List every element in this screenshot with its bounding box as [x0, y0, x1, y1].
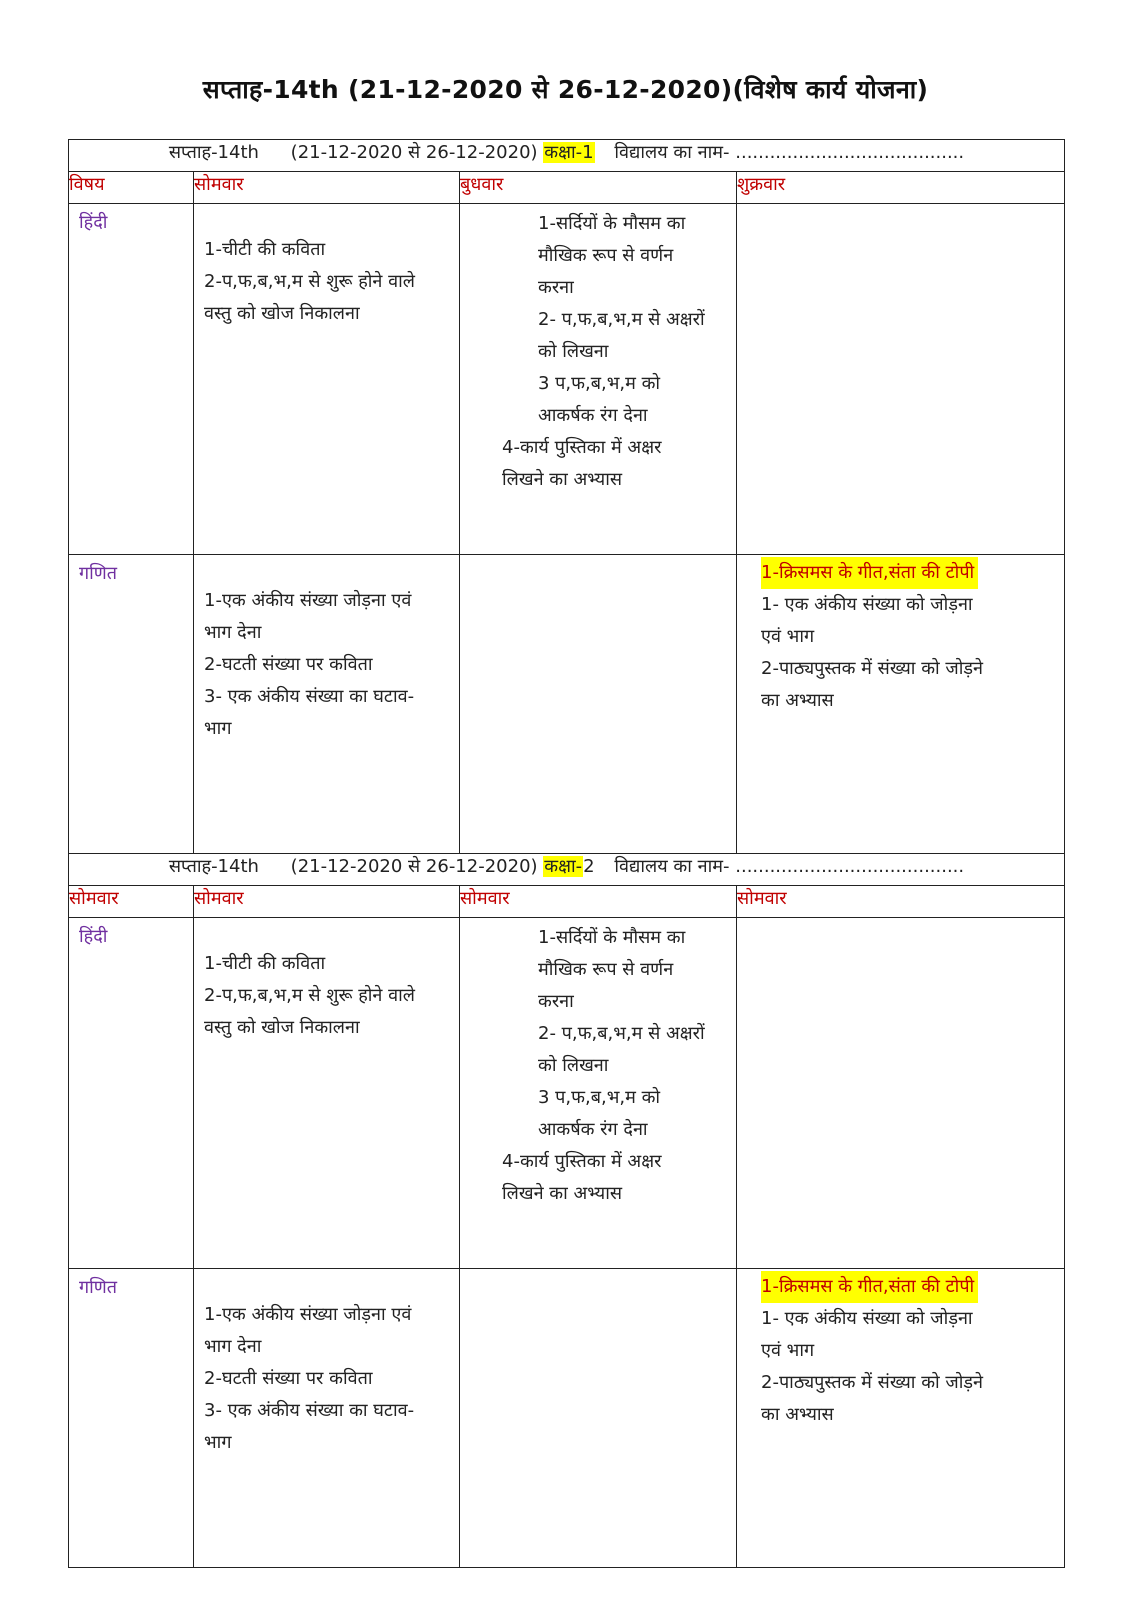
- friday-math-cell: [737, 1269, 1065, 1568]
- text-line: वस्तु को खोज निकालना: [204, 303, 360, 324]
- section-2-math-row: [69, 1269, 1065, 1568]
- banner-class: कक्षा-1: [544, 142, 594, 163]
- wednesday-math-cell: [460, 555, 737, 854]
- text-line: 1-सर्दियों के मौसम का: [538, 213, 686, 234]
- section-1-header-row: [69, 172, 1065, 204]
- header-monday: सोमवार: [194, 172, 460, 204]
- text-line: मौखिक रूप से वर्णन: [538, 959, 674, 980]
- text-line: भाग देना: [204, 622, 262, 643]
- section-1-math-row: [69, 555, 1065, 854]
- text-line: 3 प,फ,ब,भ,म को: [538, 373, 661, 394]
- text-line: 3- एक अंकीय संख्या का घटाव-: [204, 1400, 415, 1421]
- header-wednesday: बुधवार: [460, 172, 737, 204]
- text-line: करना: [538, 991, 574, 1012]
- text-line: आकर्षक रंग देना: [538, 405, 648, 426]
- text-line: 2-घटती संख्या पर कविता: [204, 1368, 373, 1389]
- banner-week: सप्ताह-14th: [168, 142, 259, 163]
- header-subject: विषय: [69, 172, 194, 204]
- text-line: 1- एक अंकीय संख्या को जोड़ना: [761, 1308, 973, 1329]
- text-line: को लिखना: [538, 341, 609, 362]
- text-line: 2-प,फ,ब,भ,म से शुरू होने वाले: [204, 985, 415, 1006]
- subject-hindi: हिंदी: [69, 204, 194, 555]
- friday-math-highlight: 1-क्रिसमस के गीत,संता की टोपी: [761, 557, 978, 589]
- text-line: 1-चीटी की कविता: [204, 953, 326, 974]
- subject-math: गणित: [69, 1269, 194, 1568]
- banner-dates: (21-12-2020 से 26-12-2020): [290, 856, 538, 877]
- monday-hindi-cell: [194, 204, 460, 555]
- text-line: 2- प,फ,ब,भ,म से अक्षरों: [538, 309, 705, 330]
- friday-math-cell: [737, 555, 1065, 854]
- banner-class-number: 2: [583, 856, 595, 877]
- text-line: भाग: [204, 718, 232, 739]
- text-line: का अभ्यास: [761, 690, 834, 711]
- friday-math-highlight: 1-क्रिसमस के गीत,संता की टोपी: [761, 1271, 978, 1303]
- banner-school-blank: ........................................: [735, 856, 965, 877]
- text-line: 1-सर्दियों के मौसम का: [538, 927, 686, 948]
- text-line: 3 प,फ,ब,भ,म को: [538, 1087, 661, 1108]
- banner-school-label: विद्यालय का नाम-: [614, 142, 730, 163]
- text-line: भाग: [204, 1432, 232, 1453]
- wednesday-hindi-cell: [460, 204, 737, 555]
- text-line: लिखने का अभ्यास: [502, 1183, 623, 1204]
- text-line: 2-घटती संख्या पर कविता: [204, 654, 373, 675]
- text-line: एवं भाग: [761, 1340, 815, 1361]
- text-line: एवं भाग: [761, 626, 815, 647]
- text-line: भाग देना: [204, 1336, 262, 1357]
- text-line: 1-एक अंकीय संख्या जोड़ना एवं: [204, 590, 412, 611]
- banner-school-blank: ........................................: [735, 142, 965, 163]
- section-1-hindi-row: [69, 204, 1065, 555]
- text-line: मौखिक रूप से वर्णन: [538, 245, 674, 266]
- monday-math-cell: [194, 1269, 460, 1568]
- text-line: 4-कार्य पुस्तिका में अक्षर: [502, 437, 662, 458]
- header-col-2: सोमवार: [194, 886, 460, 918]
- wednesday-math-cell: [460, 1269, 737, 1568]
- wednesday-hindi-cell: [460, 918, 737, 1269]
- section-2-header-row: [69, 886, 1065, 918]
- text-line: 1- एक अंकीय संख्या को जोड़ना: [761, 594, 973, 615]
- text-line: का अभ्यास: [761, 1404, 834, 1425]
- subject-math: गणित: [69, 555, 194, 854]
- header-col-3: सोमवार: [460, 886, 737, 918]
- document-title: सप्ताह-14th (21-12-2020 से 26-12-2020)(विशेष कार्य योजना): [202, 75, 929, 104]
- plan-table: [68, 139, 1065, 1568]
- text-line: को लिखना: [538, 1055, 609, 1076]
- banner-school-label: विद्यालय का नाम-: [614, 856, 730, 877]
- text-line: वस्तु को खोज निकालना: [204, 1017, 360, 1038]
- text-line: 2-पाठ्यपुस्तक में संख्या को जोड़ने: [761, 1372, 984, 1393]
- header-col-4: सोमवार: [737, 886, 1065, 918]
- text-line: आकर्षक रंग देना: [538, 1119, 648, 1140]
- text-line: करना: [538, 277, 574, 298]
- section-1-banner: [69, 140, 1065, 172]
- friday-math-lines: [761, 1303, 1058, 1431]
- text-line: 2- प,फ,ब,भ,म से अक्षरों: [538, 1023, 705, 1044]
- banner-class: कक्षा-: [544, 856, 583, 877]
- text-line: 2-प,फ,ब,भ,म से शुरू होने वाले: [204, 271, 415, 292]
- header-col-1: सोमवार: [69, 886, 194, 918]
- subject-hindi: हिंदी: [69, 918, 194, 1269]
- section-2-banner: [69, 854, 1065, 886]
- header-friday: शुक्रवार: [737, 172, 1065, 204]
- text-line: 1-एक अंकीय संख्या जोड़ना एवं: [204, 1304, 412, 1325]
- section-2-hindi-row: [69, 918, 1065, 1269]
- friday-hindi-cell: [737, 918, 1065, 1269]
- monday-math-cell: [194, 555, 460, 854]
- text-line: 4-कार्य पुस्तिका में अक्षर: [502, 1151, 662, 1172]
- text-line: 1-चीटी की कविता: [204, 239, 326, 260]
- friday-math-lines: [761, 589, 1058, 717]
- monday-hindi-cell: [194, 918, 460, 1269]
- text-line: 3- एक अंकीय संख्या का घटाव-: [204, 686, 415, 707]
- banner-week: सप्ताह-14th: [168, 856, 259, 877]
- text-line: लिखने का अभ्यास: [502, 469, 623, 490]
- text-line: 2-पाठ्यपुस्तक में संख्या को जोड़ने: [761, 658, 984, 679]
- banner-dates: (21-12-2020 से 26-12-2020): [290, 142, 538, 163]
- friday-hindi-cell: [737, 204, 1065, 555]
